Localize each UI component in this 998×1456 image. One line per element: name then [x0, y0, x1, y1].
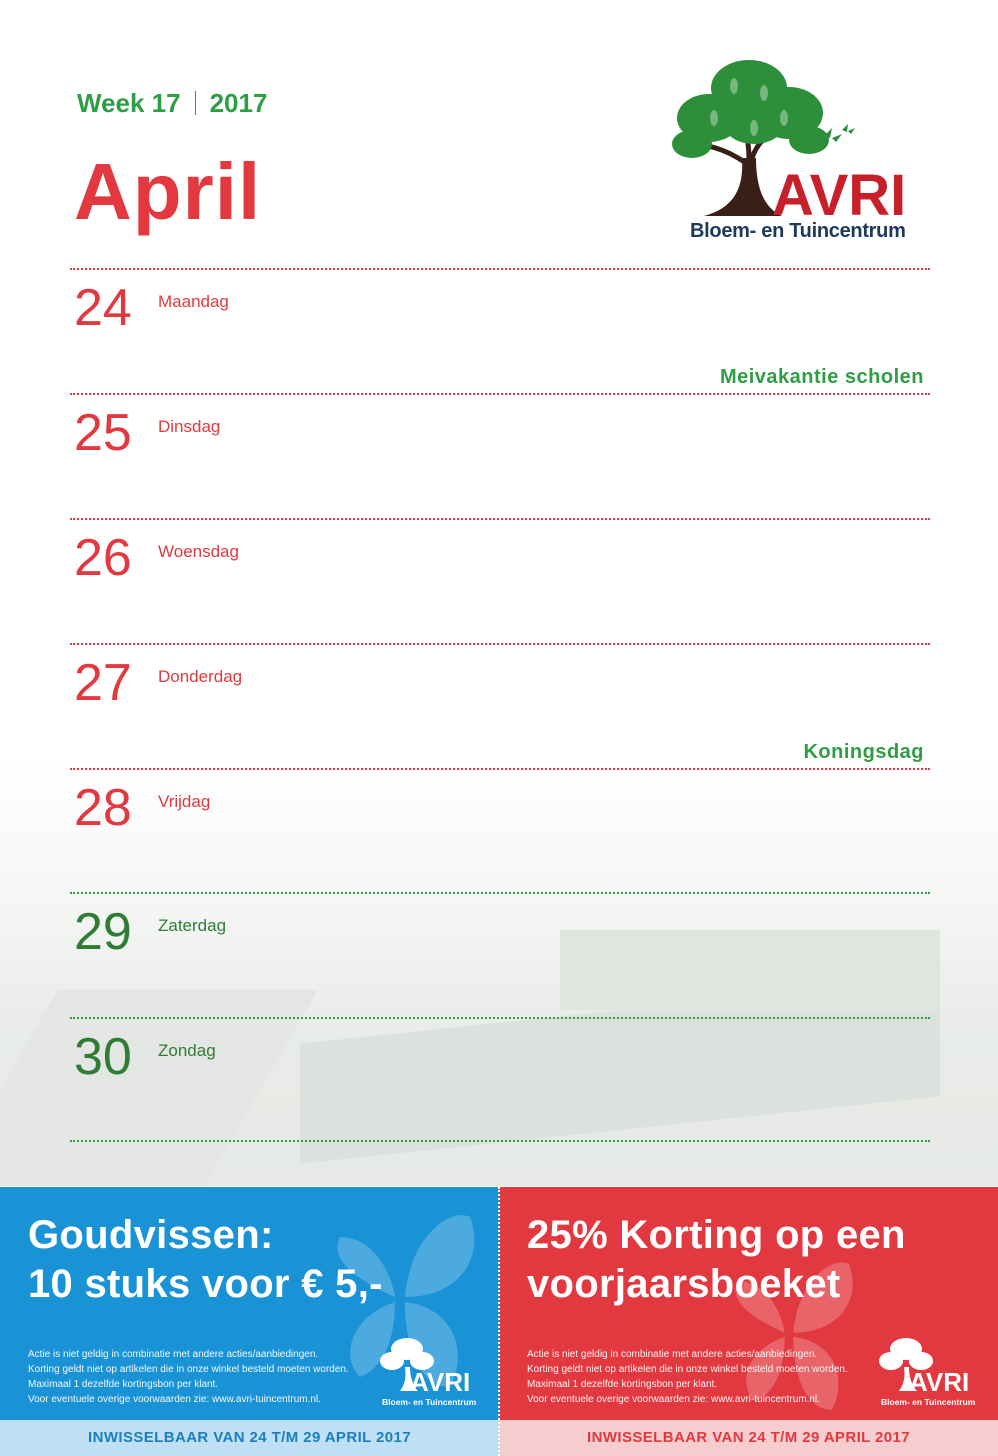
- day-row-24: [70, 268, 930, 395]
- coupon-title-line2: 10 stuks voor € 5,-: [28, 1262, 383, 1306]
- fine-print-line: Voor eventuele overige voorwaarden zie: www.avri-tuincentrum.nl.: [28, 1394, 321, 1405]
- avri-mini-logo: [871, 1333, 981, 1411]
- day-name: Dinsdag: [158, 417, 221, 436]
- coupon-validity-strip: INWISSELBAAR VAN 24 T/M 29 APRIL 2017: [0, 1420, 499, 1456]
- fine-print-line: Actie is niet geldig in combinatie met andere acties/aanbiedingen.: [527, 1349, 818, 1360]
- fine-print-line: Maximaal 1 dezelfde kortingsbon per klant.: [28, 1379, 219, 1390]
- fine-print-line: Actie is niet geldig in combinatie met andere acties/aanbiedingen.: [28, 1349, 319, 1360]
- week-separator: [195, 91, 196, 115]
- logo-brand: AVRI: [772, 163, 907, 228]
- week-number: Week 17: [77, 88, 181, 118]
- mini-logo-brand: AVRI: [909, 1367, 970, 1397]
- divider-line: [70, 1140, 930, 1142]
- day-row-25: [70, 393, 930, 520]
- day-row-30: [70, 1017, 930, 1144]
- coupon-fine-print: [28, 1347, 349, 1407]
- day-number: 28: [74, 779, 132, 837]
- day-number: 26: [74, 529, 132, 587]
- avri-mini-logo: [372, 1333, 482, 1411]
- mini-logo-tagline: Bloem- en Tuincentrum: [382, 1397, 477, 1407]
- coupon-validity-strip: INWISSELBAAR VAN 24 T/M 29 APRIL 2017: [499, 1420, 998, 1456]
- day-row-28: [70, 768, 930, 895]
- day-number: 27: [74, 654, 132, 712]
- day-number: 25: [74, 404, 132, 462]
- day-note: Koningsdag: [803, 741, 924, 763]
- coupon-title-line1: 25% Korting op een: [527, 1213, 906, 1257]
- coupon-title-line2: voorjaarsboeket: [527, 1262, 841, 1306]
- day-name: Maandag: [158, 292, 229, 311]
- coupon-title: [28, 1211, 383, 1309]
- fine-print-line: Korting geldt niet op artikelen die in onze winkel besteld moeten worden.: [527, 1364, 848, 1375]
- mini-logo-brand: AVRI: [410, 1367, 471, 1397]
- day-name: Zaterdag: [158, 916, 227, 935]
- week-label: [77, 88, 267, 119]
- day-row-27: [70, 643, 930, 770]
- coupon-title: [527, 1211, 906, 1309]
- fine-print-line: Voor eventuele overige voorwaarden zie: www.avri-tuincentrum.nl.: [527, 1394, 820, 1405]
- cut-line: [498, 1187, 500, 1456]
- day-name: Woensdag: [158, 542, 239, 561]
- day-note: Meivakantie scholen: [719, 366, 924, 388]
- day-name: Zondag: [158, 1041, 216, 1060]
- day-number: 29: [74, 903, 132, 961]
- day-row-29: [70, 892, 930, 1019]
- coupon-voorjaarsboeket[interactable]: [499, 1187, 998, 1420]
- coupon-goudvissen[interactable]: [0, 1187, 499, 1420]
- coupon-fine-print: [527, 1347, 848, 1407]
- month-title: April: [74, 147, 262, 236]
- day-row-26: [70, 518, 930, 645]
- mini-logo-tagline: Bloem- en Tuincentrum: [881, 1397, 976, 1407]
- coupon-title-line1: Goudvissen:: [28, 1213, 274, 1257]
- year: 2017: [209, 88, 268, 118]
- day-name: Donderdag: [158, 667, 243, 686]
- logo-tagline: Bloem- en Tuincentrum: [690, 220, 906, 242]
- fine-print-line: Korting geldt niet op artikelen die in onze winkel besteld moeten worden.: [28, 1364, 349, 1375]
- fine-print-line: Maximaal 1 dezelfde kortingsbon per klant.: [527, 1379, 718, 1390]
- day-number: 30: [74, 1028, 132, 1086]
- day-name: Vrijdag: [158, 792, 211, 811]
- day-number: 24: [74, 279, 132, 337]
